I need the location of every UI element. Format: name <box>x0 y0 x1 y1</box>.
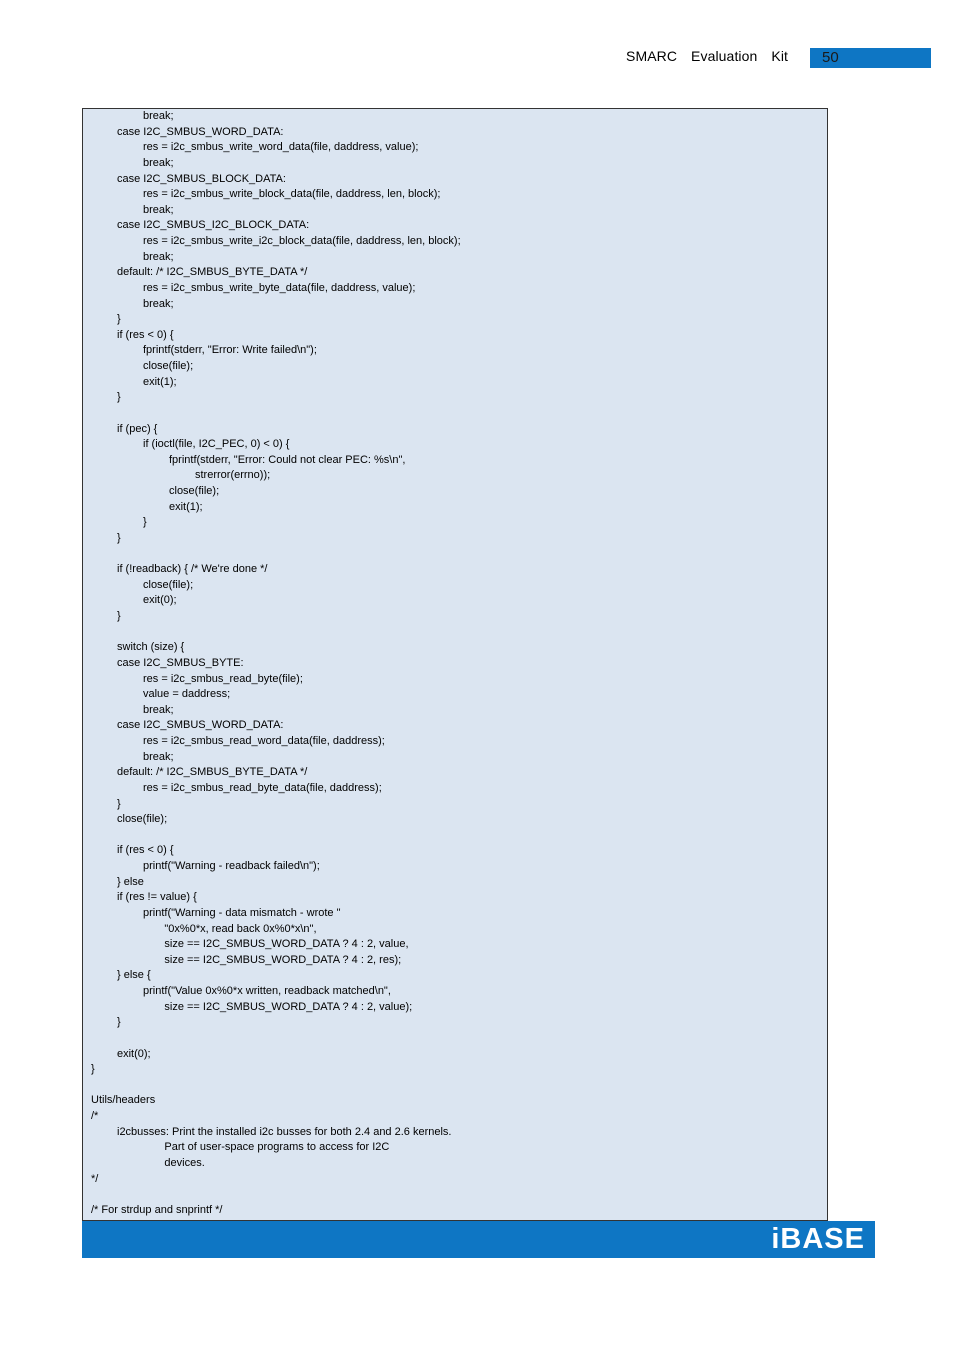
code-line: } else { <box>91 969 151 982</box>
code-line: Utils/headers <box>91 1094 156 1107</box>
code-line <box>91 406 827 422</box>
code-line: printf("Warning - data mismatch - wrote " <box>91 906 341 919</box>
code-line: break; <box>91 750 174 763</box>
code-line: } <box>91 313 121 326</box>
code-line: break; <box>91 110 174 122</box>
code-line: } <box>91 797 121 810</box>
code-listing <box>82 108 828 1221</box>
document-title: SMARC Evaluation Kit <box>626 48 789 64</box>
code-line: default: /* I2C_SMBUS_BYTE_DATA */ <box>91 766 308 779</box>
code-line: res = i2c_smbus_read_byte_data(file, daddress); <box>91 781 382 794</box>
code-line: size == I2C_SMBUS_WORD_DATA ? 4 : 2, res); <box>91 953 402 966</box>
code-line: res = i2c_smbus_read_word_data(file, daddress); <box>91 735 385 747</box>
code-line: exit(0); <box>91 1047 151 1060</box>
code-line: value = daddress; <box>91 688 231 701</box>
code-line: devices. <box>91 1156 205 1169</box>
code-line: close(file); <box>91 485 220 497</box>
code-line: break; <box>91 156 174 169</box>
code-line: } <box>91 531 121 544</box>
code-line: case I2C_SMBUS_BLOCK_DATA: <box>91 172 286 185</box>
code-line: close(file); <box>91 578 194 591</box>
code-line: if (res < 0) { <box>91 844 174 857</box>
code-line: fprintf(stderr, "Error: Could not clear PEC: %s\n", <box>91 453 406 466</box>
code-line: } <box>91 516 147 529</box>
code-line: /* <box>91 1110 99 1122</box>
code-line: i2cbusses: Print the installed i2c busses for both 2.4 and 2.6 kernels. <box>91 1125 452 1138</box>
ibase-logo: iBASE <box>771 1223 865 1255</box>
code-line <box>91 1078 827 1094</box>
code-line <box>91 1031 827 1047</box>
code-line: break; <box>91 297 174 310</box>
code-line: break; <box>91 703 174 716</box>
code-line: close(file); <box>91 813 168 826</box>
code-line: Part of user-space programs to access for I2C <box>91 1141 390 1154</box>
code-line: "0x%0*x, read back 0x%0*x\n", <box>91 922 317 935</box>
code-line: case I2C_SMBUS_WORD_DATA: <box>91 719 284 732</box>
code-line: */ <box>91 1172 99 1185</box>
code-line: res = i2c_smbus_write_word_data(file, daddress, value); <box>91 141 419 154</box>
code-line: case I2C_SMBUS_BYTE: <box>91 656 244 669</box>
code-line: if (!readback) { /* We're done */ <box>91 563 268 576</box>
code-line: } <box>91 610 121 622</box>
code-line: switch (size) { <box>91 641 185 654</box>
code-line: res = i2c_smbus_write_byte_data(file, daddress, value); <box>91 281 416 294</box>
page-number: 50 <box>822 49 839 66</box>
code-line <box>91 547 827 563</box>
code-line: exit(1); <box>91 500 203 513</box>
code-line: if (res != value) { <box>91 891 197 904</box>
code-line: } else <box>91 875 144 888</box>
code-line: exit(0); <box>91 594 177 607</box>
code-line: printf("Value 0x%0*x written, readback matched\n", <box>91 985 391 997</box>
code-line: close(file); <box>91 360 194 372</box>
code-line: exit(1); <box>91 375 177 388</box>
code-line: size == I2C_SMBUS_WORD_DATA ? 4 : 2, value, <box>91 938 409 951</box>
code-line: printf("Warning - readback failed\n"); <box>91 860 320 872</box>
code-line: strerror(errno)); <box>91 469 271 482</box>
code-line: res = i2c_smbus_write_i2c_block_data(file, daddress, len, block); <box>91 235 461 247</box>
footer-bar <box>82 1221 875 1258</box>
code-line: if (pec) { <box>91 422 158 435</box>
code-line: } <box>91 391 121 404</box>
code-line <box>91 625 827 641</box>
code-line: break; <box>91 203 174 216</box>
code-line <box>91 828 827 844</box>
code-line: } <box>91 1016 121 1029</box>
code-line: case I2C_SMBUS_I2C_BLOCK_DATA: <box>91 219 310 232</box>
code-line: default: /* I2C_SMBUS_BYTE_DATA */ <box>91 266 308 279</box>
code-line: size == I2C_SMBUS_WORD_DATA ? 4 : 2, value); <box>91 1000 413 1013</box>
code-line: res = i2c_smbus_write_block_data(file, daddress, len, block); <box>91 188 441 201</box>
code-line: case I2C_SMBUS_WORD_DATA: <box>91 125 284 138</box>
code-line <box>91 1187 827 1203</box>
code-line: } <box>91 1063 95 1076</box>
code-line: fprintf(stderr, "Error: Write failed\n"); <box>91 344 317 357</box>
code-line: if (res < 0) { <box>91 328 174 341</box>
code-line: /* For strdup and snprintf */ <box>91 1203 223 1216</box>
code-lines-container <box>91 109 827 1218</box>
page-number-badge <box>810 48 931 68</box>
code-line: if (ioctl(file, I2C_PEC, 0) < 0) { <box>91 438 290 451</box>
code-line: res = i2c_smbus_read_byte(file); <box>91 672 303 685</box>
code-line: break; <box>91 250 174 263</box>
